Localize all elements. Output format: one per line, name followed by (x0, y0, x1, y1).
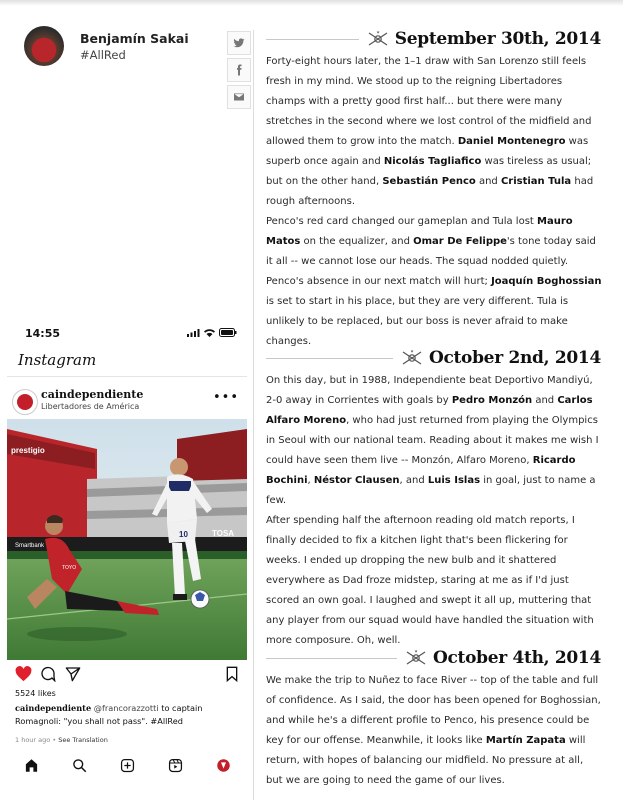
entry-date: September 30th, 2014 (394, 29, 601, 49)
svg-text:★: ★ (410, 348, 414, 354)
club-crest-icon (17, 394, 33, 410)
bold-name: Martín Zapata (485, 735, 566, 746)
author-name[interactable]: Benjamín Sakai (80, 30, 189, 46)
comment-icon[interactable] (40, 666, 56, 682)
twitter-icon (233, 37, 245, 49)
facebook-share-button[interactable] (227, 58, 251, 82)
entry-date: October 2nd, 2014 (428, 348, 601, 368)
caption-mention[interactable]: @francorazzotti (93, 703, 159, 713)
account-avatar[interactable] (12, 389, 38, 415)
wifi-icon (204, 329, 215, 337)
signal-icon (187, 329, 200, 337)
football-scene-image (7, 419, 247, 660)
reels-icon[interactable] (168, 758, 183, 773)
caption-text: to captain Romagnoli: "you shall not pass". #AllRed (15, 703, 203, 726)
share-icon[interactable] (65, 666, 81, 682)
bold-name: Néstor Clausen (313, 475, 400, 486)
photo-text: TOSA (212, 529, 235, 538)
bold-name: Carlos Alfaro Moreno (266, 395, 593, 426)
post-photo[interactable] (7, 419, 247, 660)
bold-name: Sebastián Penco (382, 176, 476, 187)
entry-paragraph: Penco's red card changed our gameplan and Tula lost Mauro Matos on the equalizer, and Omar De Felippe's tone today said it all -- we cannot lose our heads. The squad nodded quietly. Penco's absence in our next match will hurt; Joaquín Boghossian is set to start in his place, but they are very different. Tula is unlikely to be replaced, but our boss is never afraid to make changes. (266, 216, 602, 347)
bold-name: Mauro Matos (266, 216, 573, 247)
svg-text:★: ★ (375, 29, 380, 35)
post-caption (15, 702, 241, 728)
time-ago: 1 hour ago (15, 736, 51, 744)
bookmark-icon[interactable] (225, 666, 239, 682)
entry-paragraph: After spending half the afternoon reading old match reports, I finally decided to fix a kitchen light that's been flickering for weeks. I ended up dropping the new bulb and it shattered everywhere as Dad froze midstep, staring at me as if I'd just scored an own goal. I laughed and swept it all up, muttering that any player from our squad would have handled the situation with more composure. Oh, well. (266, 515, 594, 646)
profile-icon[interactable] (216, 758, 231, 773)
photo-text: prestigio (11, 446, 45, 455)
crest-emblem-icon (403, 648, 429, 668)
facebook-icon (233, 64, 245, 76)
photo-text: 10 (179, 530, 188, 539)
divider-line (266, 358, 393, 359)
account-subtitle: Libertadores de América (41, 402, 140, 411)
author-block (24, 26, 189, 66)
instagram-post-card (7, 318, 247, 786)
column-divider (253, 30, 254, 800)
bold-name: Nicolás Tagliafico (383, 156, 482, 167)
top-shadow (0, 0, 623, 6)
post-timestamp: 1 hour ago • See Translation (15, 736, 108, 744)
entry-paragraph: On this day, but in 1988, Independiente beat Deportivo Mandiyú, 2-0 away in Corrientes with goals by Pedro Monzón and Carlos Alfaro Moreno, who had just returned from playing the Olympics in Seoul with our national team. Reading about it makes me wish I could have seen them live -- Monzón, Alfaro Moreno, Ricardo Bochini, Néstor Clausen, and Luis Islas in goal, just to name a few. (266, 375, 599, 506)
author-handle: #AllRed (80, 47, 126, 62)
photo-text: TOYO (62, 565, 77, 571)
more-options-icon[interactable]: ••• (212, 390, 239, 405)
author-text (80, 31, 189, 62)
phone-status-icons (187, 328, 237, 337)
home-icon[interactable] (24, 758, 39, 773)
email-share-button[interactable] (227, 85, 251, 109)
post-actions (15, 666, 239, 684)
divider (7, 376, 247, 377)
entry-header (266, 648, 601, 668)
entry-header (266, 29, 601, 49)
account-name[interactable]: caindependiente (41, 388, 144, 401)
avatar[interactable] (24, 26, 64, 66)
bold-name: Omar De Felippe (413, 236, 507, 247)
crest-emblem-icon (399, 348, 425, 368)
see-translation-link[interactable]: See Translation (58, 736, 108, 744)
divider-line (266, 658, 397, 659)
heart-icon[interactable] (15, 666, 32, 682)
entry-paragraph: We make the trip to Nuñez to face River -- top of the table and full of confidence. As I said, the door has been opened for Boghossian, and while he's a different profile to Penco, his presence could be key for our offense. Meanwhile, it looks like Martín Zapata will return, with hopes of balancing our midfield. No pressure at all, but we are going to need the game of our lives. (266, 675, 601, 786)
instagram-logo: Instagram (18, 351, 97, 369)
bottom-nav (7, 754, 247, 776)
photo-text: Smartbank (15, 543, 45, 549)
search-icon[interactable] (72, 758, 87, 773)
bold-name: Pedro Monzón (451, 395, 533, 406)
battery-icon (219, 328, 237, 337)
like-count[interactable]: 5524 likes (15, 689, 56, 698)
divider-line (266, 39, 359, 40)
bold-name: Joaquín Boghossian (491, 276, 602, 287)
email-icon (233, 91, 245, 103)
bold-name: Luis Islas (427, 475, 481, 486)
add-post-icon[interactable] (120, 758, 135, 773)
bold-name: Ricardo Bochini (266, 455, 576, 486)
bold-name: Daniel Montenegro (457, 136, 566, 147)
bold-name: Cristian Tula (500, 176, 572, 187)
entry-paragraph: Forty-eight hours later, the 1–1 draw with San Lorenzo still feels fresh in my mind. We stood up to the reigning Libertadores champs with a pretty good first half... but there were many stretches in the second where we lost control of the midfield and allowed them to grow into the match. Daniel Montenegro was superb once again and Nicolás Tagliafico was tireless as usual; but on the other hand, Sebastián Penco and Cristian Tula had rough afternoons. (266, 56, 594, 207)
share-buttons (227, 31, 251, 109)
twitter-share-button[interactable] (227, 31, 251, 55)
caption-username[interactable]: caindependiente (15, 703, 92, 713)
svg-text:★: ★ (414, 648, 418, 654)
entry-header (266, 348, 601, 368)
crest-emblem-icon (365, 29, 391, 49)
phone-clock: 14:55 (25, 327, 61, 340)
entry-date: October 4th, 2014 (432, 648, 601, 668)
